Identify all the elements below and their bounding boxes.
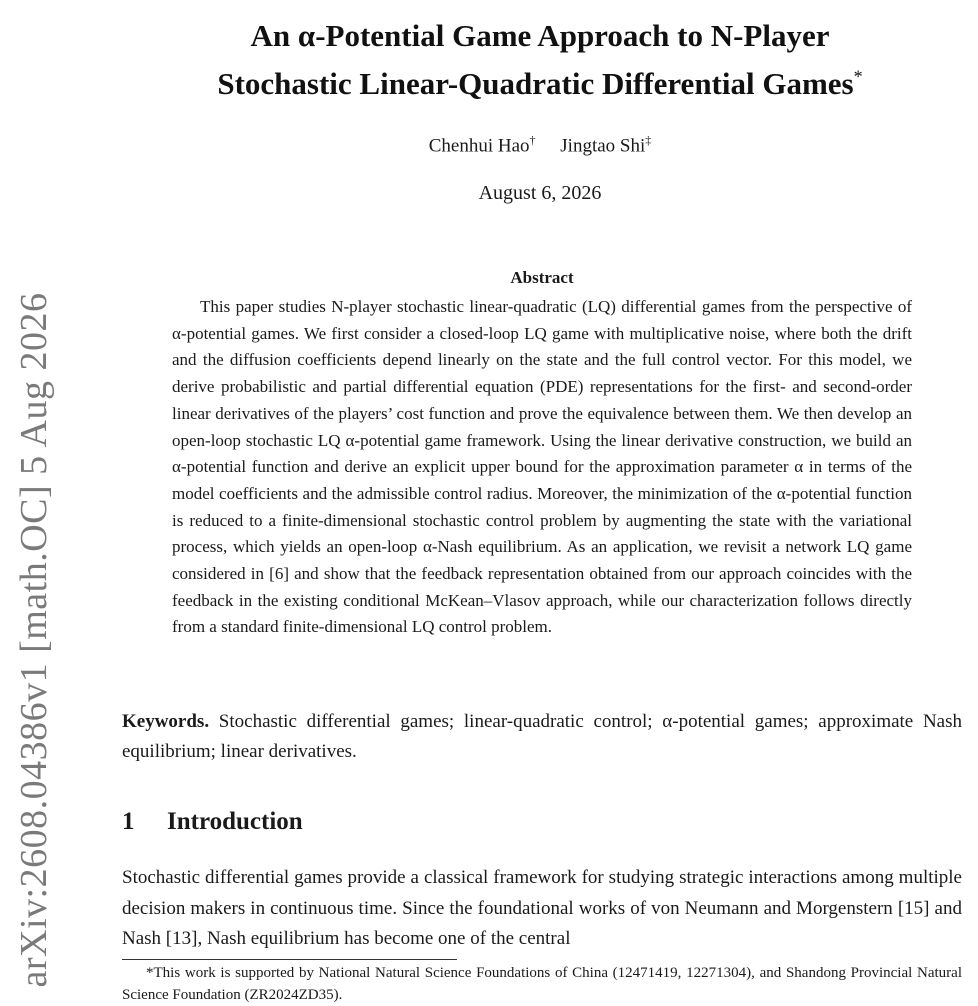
author-2-mark: ‡ [645, 133, 652, 147]
title-line-2-text: Stochastic Linear-Quadratic Differential Games [217, 66, 854, 101]
author-2 [560, 133, 651, 157]
author-2-name: Jingtao Shi [560, 135, 646, 157]
section-heading [122, 808, 303, 836]
author-1 [429, 133, 536, 157]
title-footnote-mark: * [853, 66, 863, 87]
author-1-name: Chenhui Hao [428, 135, 530, 157]
keywords-text: Stochastic differential games; linear-quadratic control; α-potential games; approximate Nash equilibrium; linear derivatives. [122, 711, 963, 762]
author-1-mark: † [529, 133, 536, 147]
funding-footnote: *This work is supported by National Natural Science Foundations of China (12471419, 12271304), and Shandong Provincial Natural Science Foundation (ZR2024ZD35). [122, 965, 962, 1003]
title-line-2 [140, 60, 940, 108]
arxiv-identifier: arXiv:2608.04386v1 [math.OC] 5 Aug 2026 [13, 292, 55, 988]
paper-title [140, 12, 940, 108]
footnote-divider [122, 959, 457, 960]
keywords-label: Keywords. [122, 711, 210, 732]
abstract-heading: Abstract [510, 268, 574, 287]
publication-date: August 6, 2026 [478, 182, 602, 204]
section-title: Introduction [167, 808, 303, 835]
abstract-body: This paper studies N-player stochastic linear-quadratic (LQ) differential games from the perspective of α-potential games. We first consider a closed-loop LQ game with multiplicative noise, where both the drift and the diffusion coefficients depend linearly on the state and the full control vector. For this model, we derive probabilistic and partial differential equation (PDE) representations for the first- and second-order linear derivatives of the players’ cost function and prove the equivalence between them. We then develop an open-loop stochastic LQ α-potential game framework. Using the linear derivative construction, we build an α-potential function and derive an explicit upper bound for the approximation parameter α in terms of the model coefficients and the admissible control radius. Moreover, the minimization of the α-potential function is reduced to a finite-dimensional stochastic control problem by augmenting the state with the variational process, which yields an open-loop α-Nash equilibrium. As an application, we revisit a network LQ game considered in [6] and show that the feedback representation obtained from our approach coincides with the feedback in the existing conditional McKean–Vlasov approach, while our characterization follows directly from a standard finite-dimensional LQ control problem. [172, 297, 912, 637]
section-number: 1 [122, 808, 135, 835]
intro-paragraph: Stochastic differential games provide a classical framework for studying strategic interactions among multiple decision makers in continuous time. Since the foundational works of von Neumann and Morgenstern [15] and Nash [13], Nash equilibrium has become one of the central [122, 867, 962, 949]
title-line-1: An α-Potential Game Approach to N-Player [250, 18, 830, 53]
author-list [140, 133, 940, 157]
keywords [122, 707, 962, 767]
